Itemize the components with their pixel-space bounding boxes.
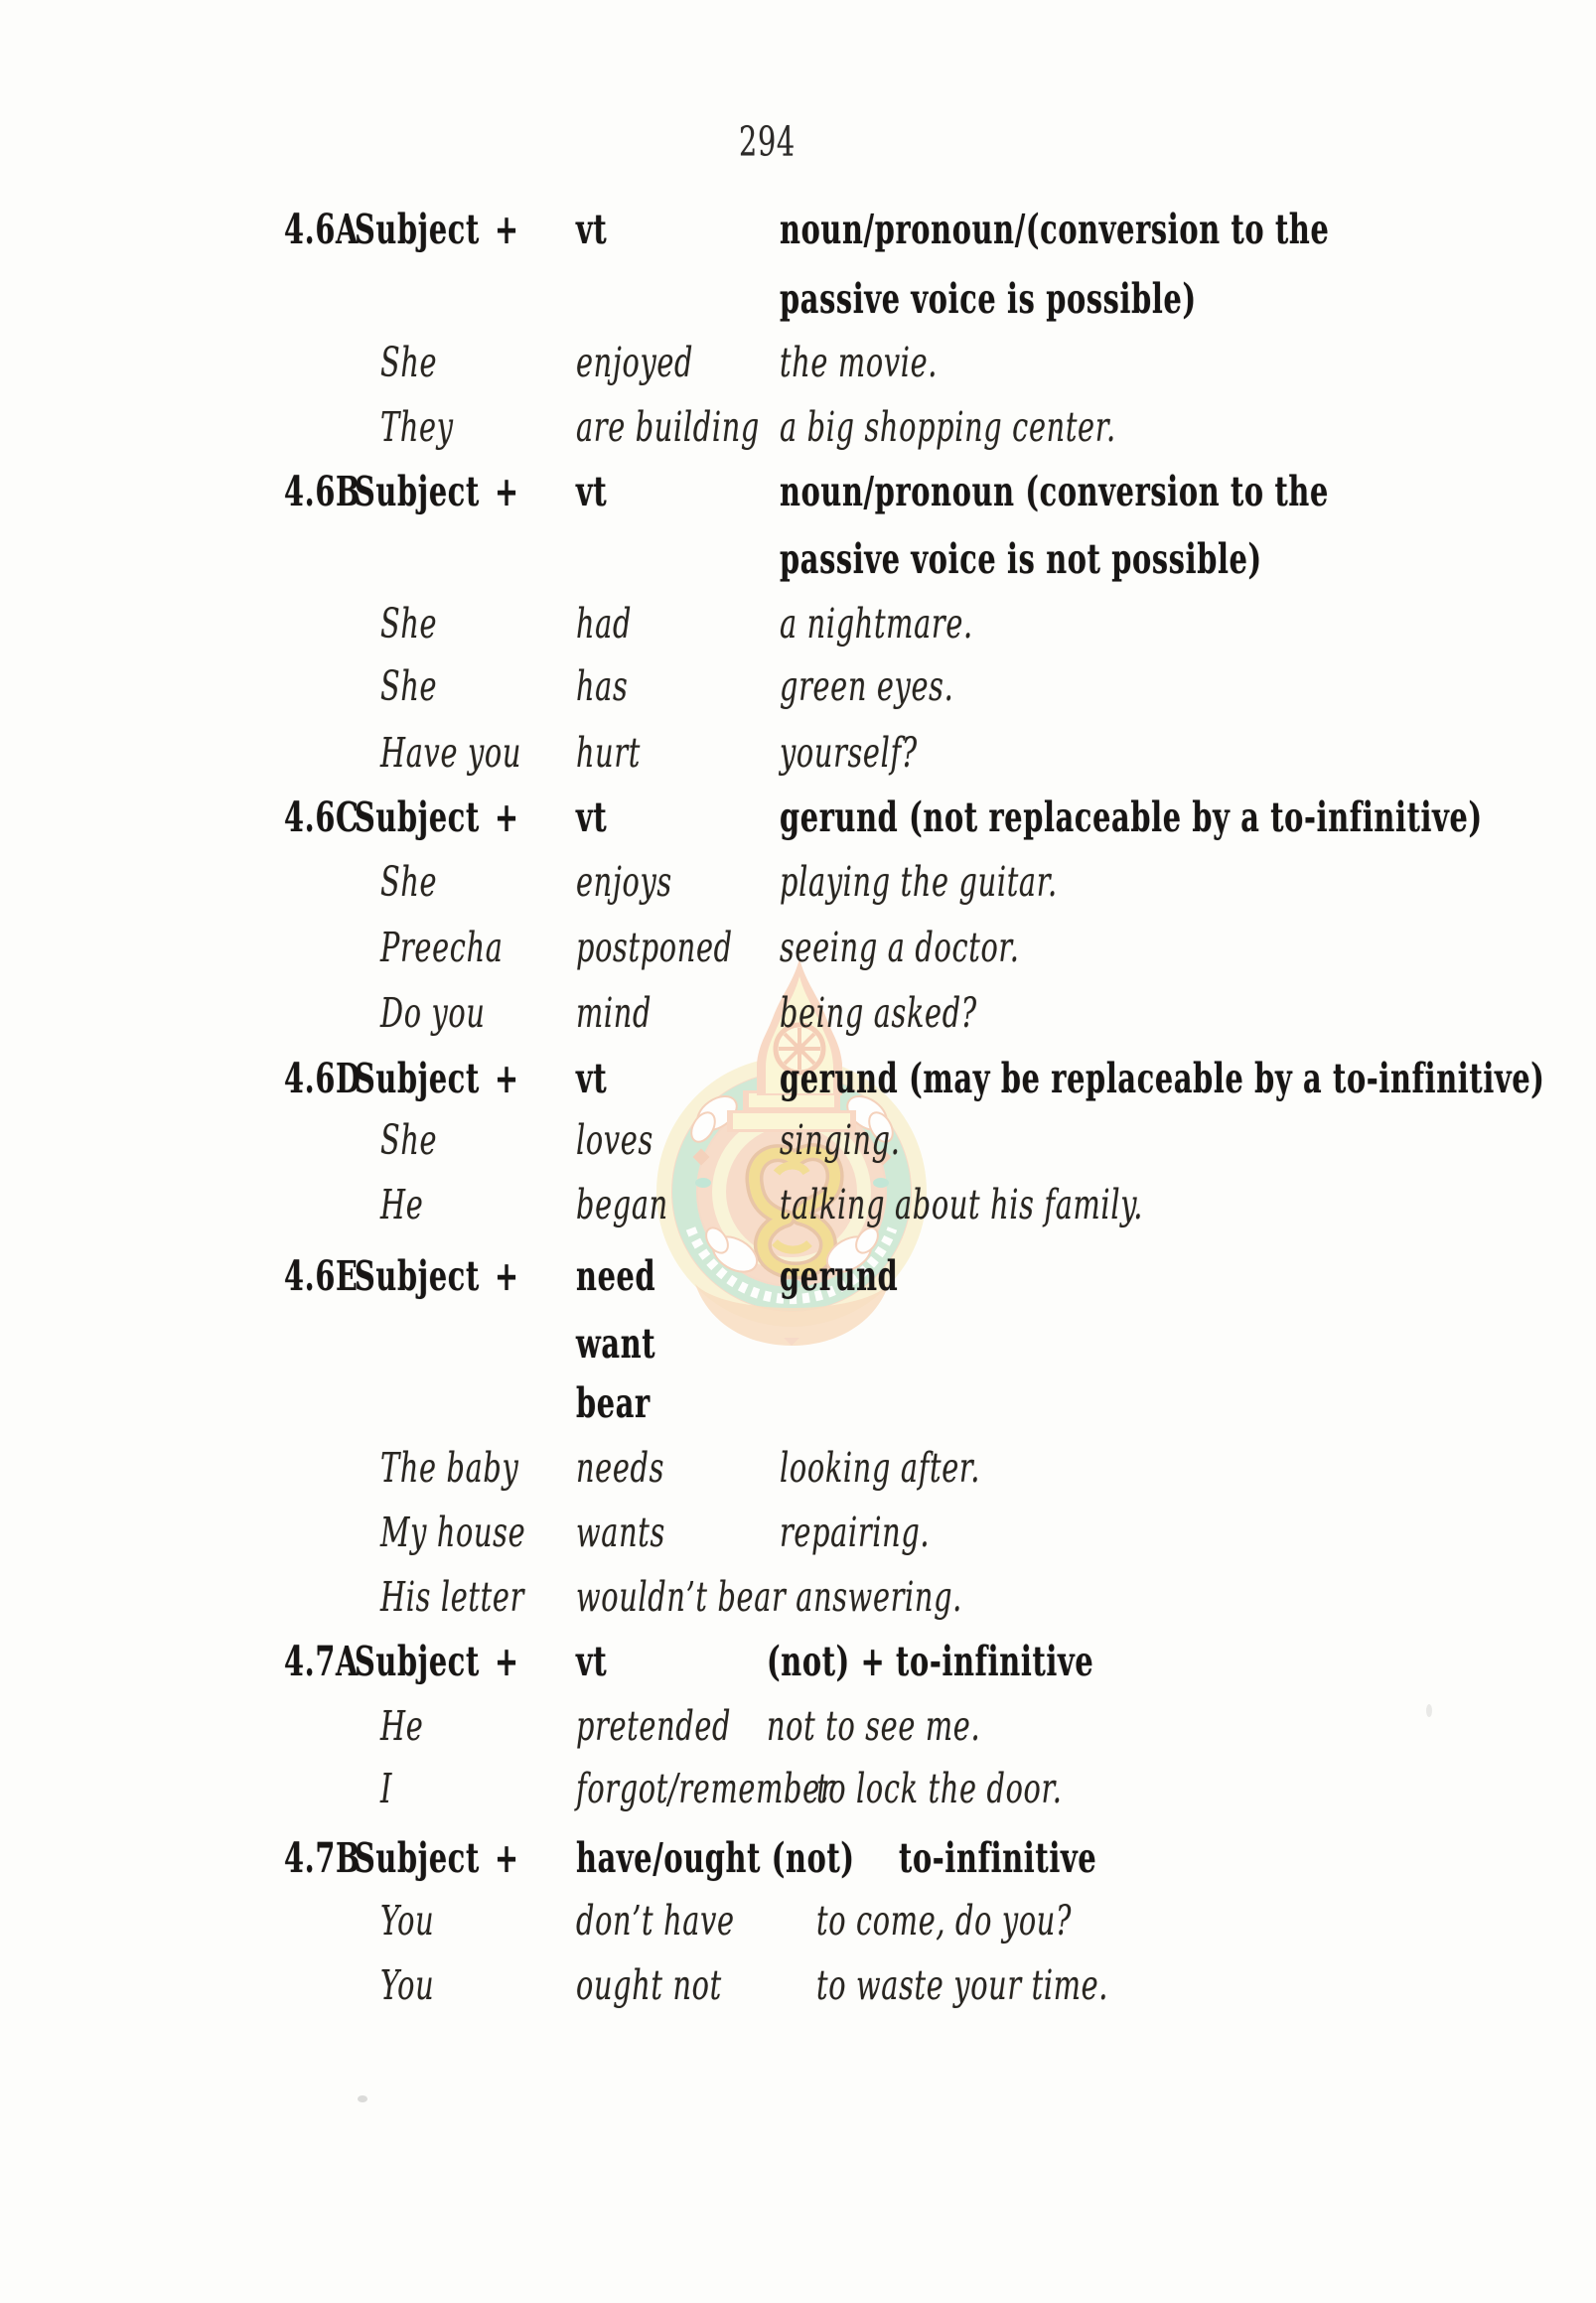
example-row [0, 341, 1596, 392]
verb-pattern: vt [576, 206, 608, 253]
pattern-continuation-row [0, 537, 1596, 589]
example-subject: Do you [380, 989, 486, 1037]
example-subject: She [380, 858, 438, 906]
example-subject: You [380, 1897, 435, 1944]
example-subject: He [380, 1181, 424, 1228]
verb-pattern: vt [576, 468, 608, 515]
example-complement: looking after. [780, 1444, 981, 1492]
section-subject-label: Subject [355, 1834, 480, 1882]
pattern-header-row [0, 208, 1596, 259]
pattern-header-row [0, 1836, 1596, 1888]
example-verb: wouldn’t bear answering. [576, 1573, 963, 1621]
example-row [0, 664, 1596, 716]
example-subject: He [380, 1702, 424, 1750]
example-row [0, 405, 1596, 457]
example-subject: The baby [380, 1444, 519, 1492]
complement-pattern: gerund (not replaceable by a to-infinitive) [780, 793, 1483, 841]
example-row [0, 1511, 1596, 1562]
section-number: 4.6C [284, 793, 360, 841]
section-subject-label: Subject [355, 1638, 480, 1685]
section-subject-label: Subject [355, 206, 480, 253]
verb-pattern: vt [576, 793, 608, 841]
example-verb: enjoys [576, 858, 672, 906]
example-complement: to lock the door. [816, 1765, 1063, 1812]
example-complement: to come, do you? [816, 1897, 1073, 1944]
section-number: 4.7A [284, 1638, 359, 1685]
scan-speck [358, 2095, 367, 2102]
example-row [0, 602, 1596, 653]
scan-speck [1426, 1704, 1432, 1717]
example-row [0, 1575, 1596, 1627]
example-complement: repairing. [780, 1509, 931, 1556]
plus-sign: + [495, 1252, 519, 1300]
verb-pattern: have/ought (not) [576, 1834, 855, 1882]
pattern-header-row [0, 470, 1596, 521]
example-verb: has [576, 662, 629, 710]
example-row [0, 860, 1596, 912]
section-number: 4.6A [284, 206, 359, 253]
example-verb: postponed [576, 924, 733, 971]
example-complement: not to see me. [767, 1702, 981, 1750]
example-complement: green eyes. [780, 662, 954, 710]
example-verb: had [576, 600, 633, 648]
page-number: 294 [739, 118, 796, 166]
complement-pattern: gerund (may be replaceable by a to-infinitive) [780, 1055, 1545, 1102]
example-subject: My house [380, 1509, 526, 1556]
verb-option-row [0, 1322, 1596, 1373]
example-verb: hurt [576, 729, 642, 777]
example-verb: began [576, 1181, 668, 1228]
pattern-continuation-row [0, 277, 1596, 329]
pattern-header-row [0, 1254, 1596, 1306]
complement-pattern: (not) + to-infinitive [767, 1638, 1094, 1685]
section-subject-label: Subject [355, 468, 480, 515]
complement-pattern: gerund [780, 1252, 899, 1300]
example-verb: ought not [576, 1961, 722, 2009]
plus-sign: + [495, 1055, 519, 1102]
example-row [0, 926, 1596, 977]
example-complement: yourself? [780, 729, 918, 777]
plus-sign: + [495, 206, 519, 253]
example-verb: forgot/remember [576, 1765, 835, 1812]
verb-pattern: vt [576, 1055, 608, 1102]
example-row [0, 731, 1596, 783]
example-verb: enjoyed [576, 339, 694, 386]
example-subject: Have you [380, 729, 522, 777]
verb-pattern: vt [576, 1638, 608, 1685]
example-subject: You [380, 1961, 435, 2009]
pattern-header-row [0, 1057, 1596, 1108]
example-row [0, 991, 1596, 1043]
example-row [0, 1183, 1596, 1234]
example-subject: Preecha [380, 924, 504, 971]
plus-sign: + [495, 468, 519, 515]
example-verb: mind [576, 989, 653, 1037]
example-subject: They [380, 403, 454, 451]
example-subject: His letter [380, 1573, 524, 1621]
example-verb: wants [576, 1509, 665, 1556]
example-verb: are building [576, 403, 760, 451]
complement-pattern: noun/pronoun (conversion to the [780, 468, 1329, 515]
example-complement: a big shopping center. [780, 403, 1116, 451]
complement-pattern-continued: passive voice is not possible) [780, 535, 1262, 583]
verb-pattern-option: want [576, 1320, 656, 1367]
example-subject: She [380, 662, 438, 710]
section-subject-label: Subject [355, 793, 480, 841]
example-complement: being asked? [780, 989, 977, 1037]
example-verb: loves [576, 1116, 653, 1164]
section-number: 4.6B [284, 468, 361, 515]
section-subject-label: Subject [355, 1055, 480, 1102]
pattern-header-row [0, 795, 1596, 847]
pattern-header-row [0, 1640, 1596, 1691]
example-complement: playing the guitar. [780, 858, 1058, 906]
example-subject: She [380, 600, 438, 648]
example-complement: talking about his family. [780, 1181, 1144, 1228]
complement-pattern-continued: passive voice is possible) [780, 275, 1197, 323]
example-complement: seeing a doctor. [780, 924, 1020, 971]
example-row [0, 1963, 1596, 2015]
example-complement: to waste your time. [816, 1961, 1109, 2009]
example-subject: She [380, 339, 438, 386]
section-number: 4.6E [284, 1252, 359, 1300]
complement-pattern: noun/pronoun/(conversion to the [780, 206, 1330, 253]
example-row [0, 1899, 1596, 1950]
section-subject-label: Subject [355, 1252, 480, 1300]
section-number: 4.7B [284, 1834, 361, 1882]
example-verb: don’t have [576, 1897, 735, 1944]
plus-sign: + [495, 1834, 519, 1882]
example-subject: She [380, 1116, 438, 1164]
verb-pattern-option: bear [576, 1379, 651, 1427]
verb-pattern: need [576, 1252, 656, 1300]
example-complement: the movie. [780, 339, 939, 386]
plus-sign: + [495, 793, 519, 841]
example-subject: I [380, 1765, 393, 1812]
complement-pattern: to-infinitive [899, 1834, 1097, 1882]
example-verb: pretended [576, 1702, 732, 1750]
plus-sign: + [495, 1638, 519, 1685]
section-number: 4.6D [284, 1055, 362, 1102]
example-complement: a nightmare. [780, 600, 973, 648]
example-row [0, 1704, 1596, 1756]
example-complement: singing. [780, 1116, 901, 1164]
example-row [0, 1446, 1596, 1498]
verb-option-row [0, 1381, 1596, 1433]
example-row [0, 1118, 1596, 1170]
example-row [0, 1767, 1596, 1818]
example-verb: needs [576, 1444, 665, 1492]
